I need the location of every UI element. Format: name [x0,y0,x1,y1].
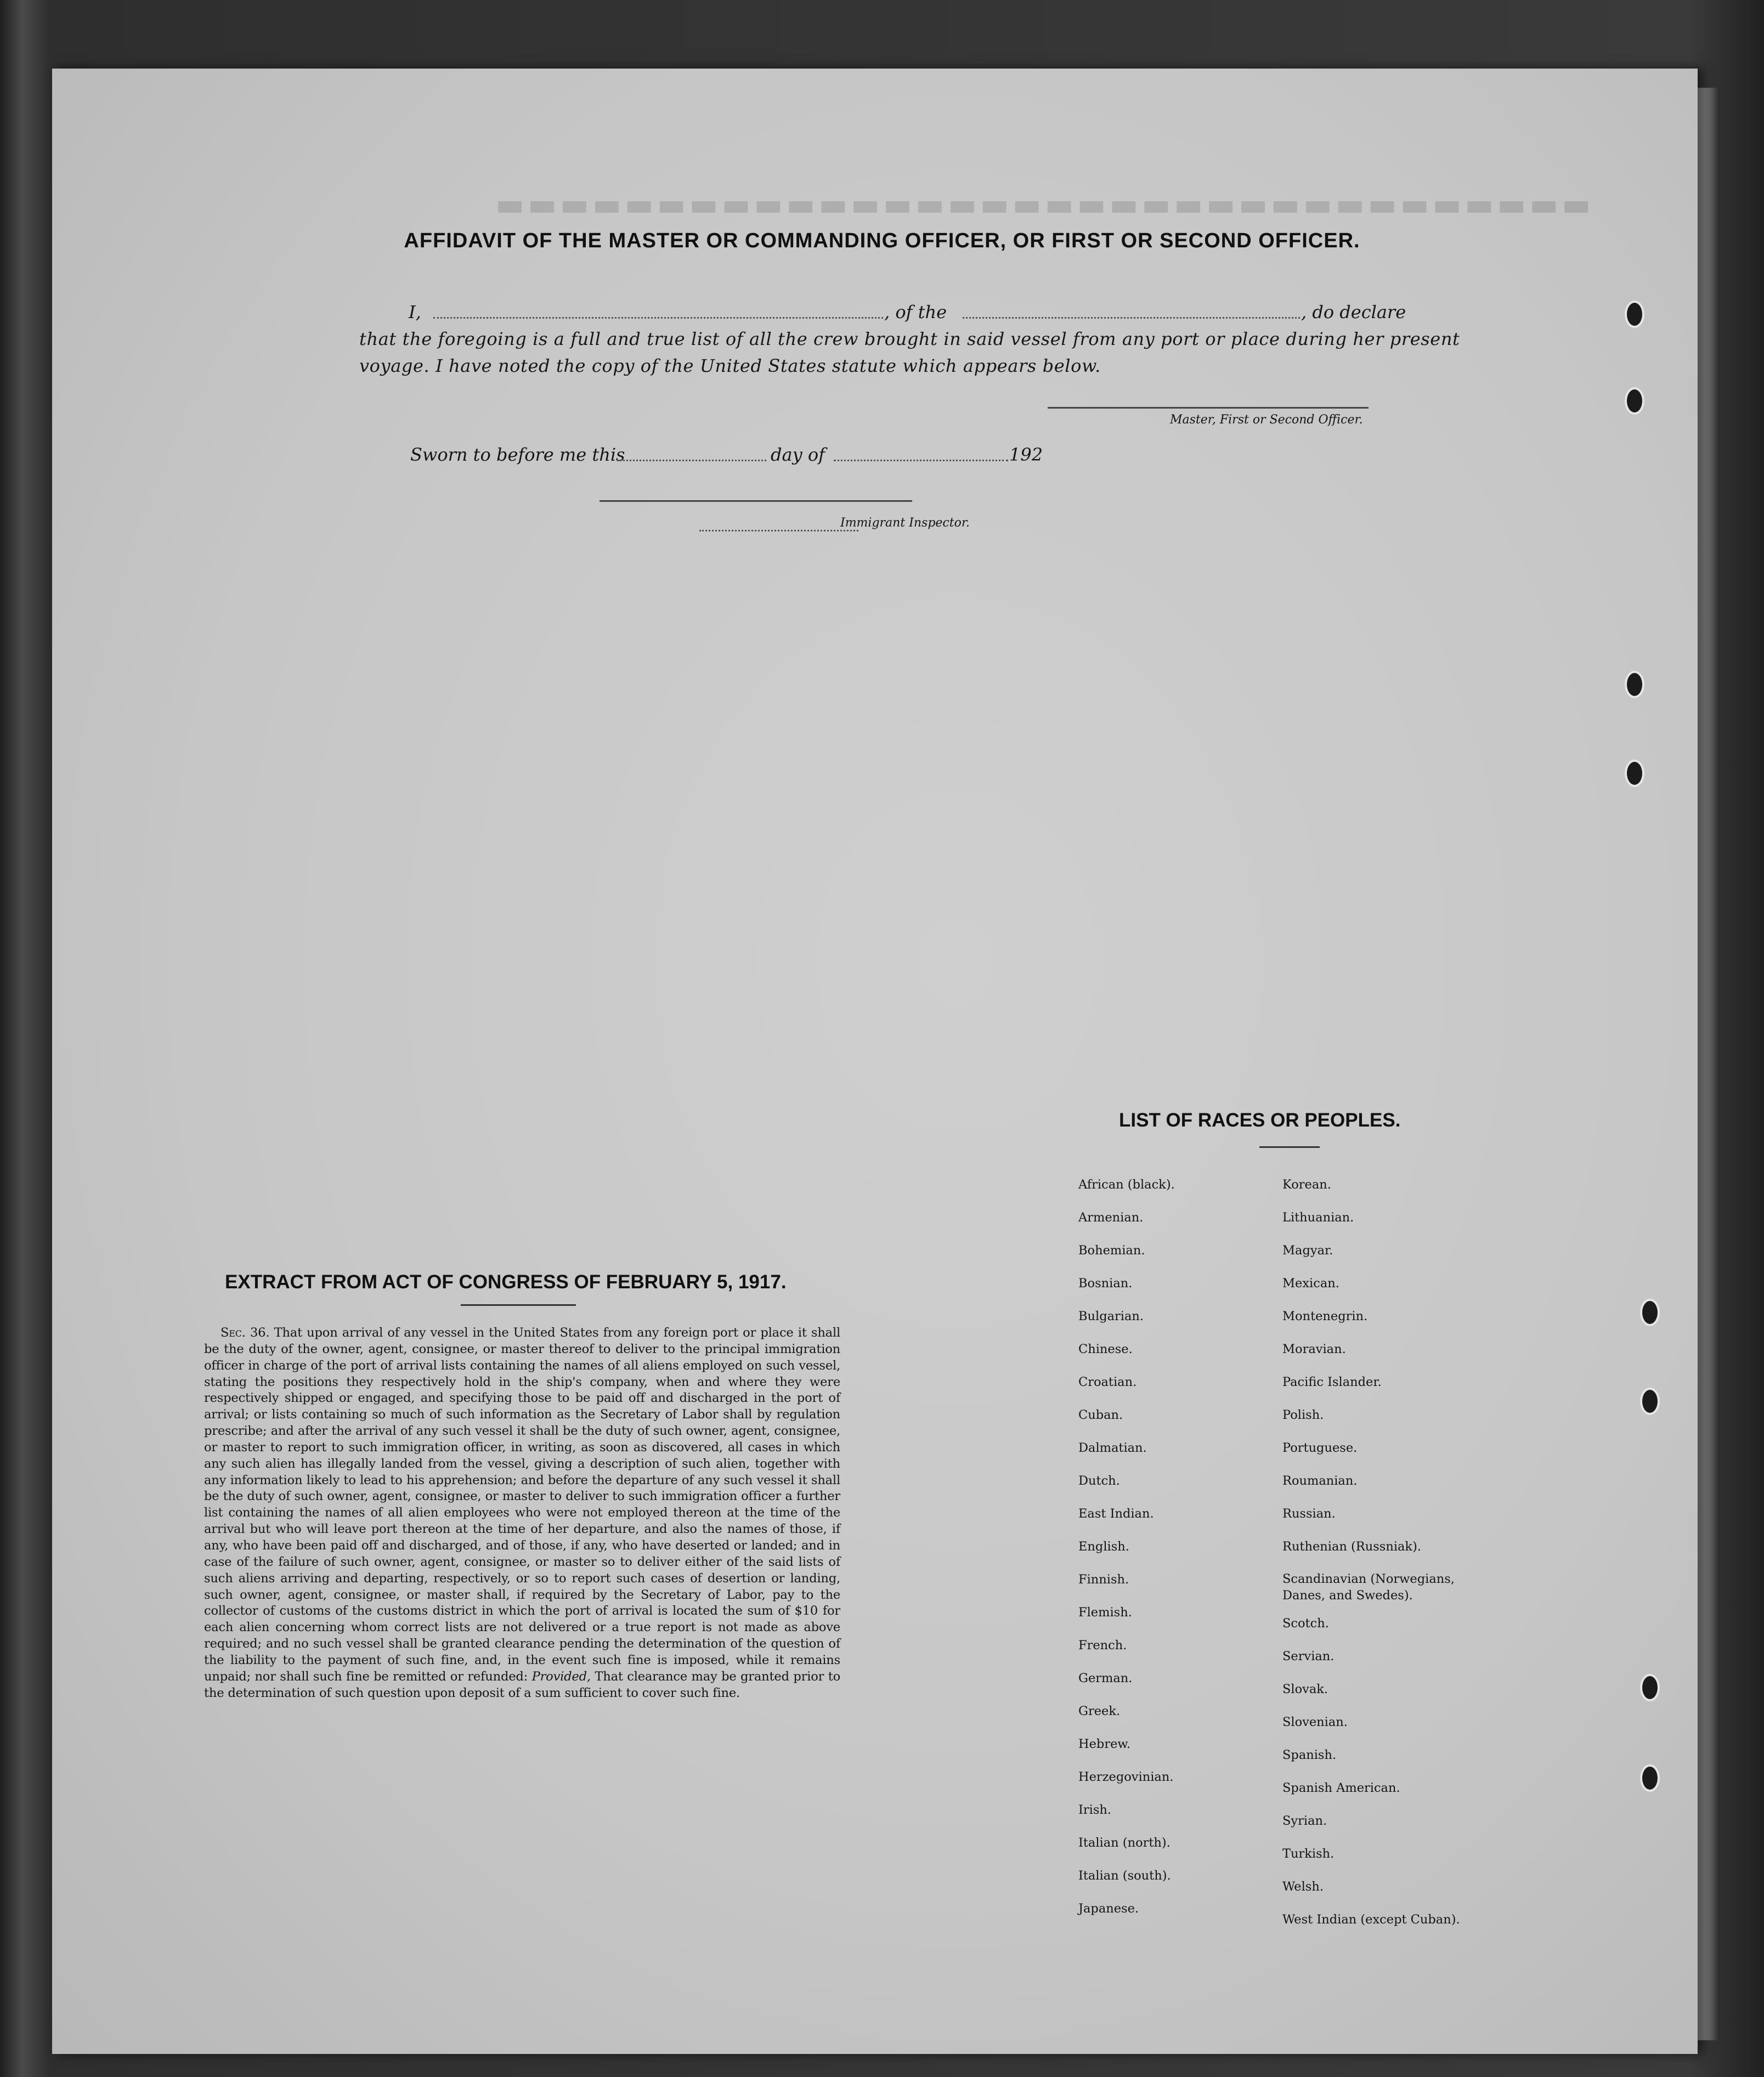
race-list-item: Slovenian. [1282,1715,1348,1729]
inspector-signature-line[interactable] [600,500,912,502]
punch-hole-icon [1625,760,1644,787]
race-list-item: Welsh. [1282,1880,1324,1894]
race-list-item: Scandinavian (Norwegians, Danes, and Swedes). [1282,1572,1455,1603]
affidavit-title: AFFIDAVIT OF THE MASTER OR COMMANDING OFFICER, OR FIRST OR SECOND OFFICER. [404,229,1360,252]
race-list-item: Lithuanian. [1282,1210,1354,1225]
statute-body-end: That clearance may be granted prior to the determination of such question upon deposit of a sum sufficient to cover such fine. [204,1669,841,1700]
races-left-column [1078,1168,1175,1925]
race-list-item: Polish. [1282,1408,1324,1422]
vessel-blank-field[interactable] [963,317,1300,319]
punch-hole-icon [1625,301,1644,328]
race-list-item: Mexican. [1282,1276,1339,1291]
punch-hole-icon [1640,1764,1660,1792]
race-list-item: Scotch. [1282,1616,1329,1631]
race-list-item: Japanese. [1078,1901,1139,1916]
extract-title: EXTRACT FROM ACT OF CONGRESS OF FEBRUARY 5, 1917. [225,1271,787,1293]
sworn-day-field[interactable] [617,460,766,461]
races-title: LIST OF RACES OR PEOPLES. [1119,1110,1401,1131]
race-list-item: Greek. [1078,1704,1121,1718]
race-list-item: Dalmatian. [1078,1441,1147,1455]
race-list-item: Italian (north). [1078,1836,1171,1850]
punch-hole-icon [1640,1388,1660,1415]
affidavit-do-declare: , do declare [1301,302,1406,322]
races-title-rule [1259,1146,1320,1148]
affidavit-of-the: , of the [884,302,947,322]
affidavit-i: I, [409,302,421,322]
punch-hole-icon [1640,1299,1660,1326]
race-list-item: Hebrew. [1078,1737,1131,1751]
race-list-item: Spanish. [1282,1748,1337,1762]
race-list-item: Bulgarian. [1078,1309,1144,1323]
race-list-item: Ruthenian (Russniak). [1282,1540,1421,1554]
bleed-through-shadow: ▬▬▬▬▬▬▬▬▬▬▬▬▬▬▬▬▬▬▬▬▬▬▬▬▬▬▬▬▬▬▬▬▬▬ [492,186,1591,223]
punch-hole-icon [1640,1674,1660,1701]
race-list-item: Moravian. [1282,1342,1346,1356]
race-list-item: West Indian (except Cuban). [1282,1912,1460,1927]
inspector-name-field[interactable] [699,530,858,531]
race-list-item: Russian. [1282,1507,1336,1521]
race-list-item: Spanish American. [1282,1781,1400,1795]
race-list-item: Irish. [1078,1803,1112,1817]
sworn-year: 192 [1009,444,1043,465]
race-list-item: Roumanian. [1282,1474,1358,1488]
race-list-item: German. [1078,1671,1133,1685]
sworn-day-of: day of [771,444,825,465]
master-signature-caption: Master, First or Second Officer. [1170,413,1363,427]
race-list-item: Pacific Islander. [1282,1375,1382,1389]
race-list-item: Korean. [1282,1178,1331,1192]
race-list-item: French. [1078,1638,1127,1652]
punch-hole-icon [1625,387,1644,415]
statute-body: That upon arrival of any vessel in the United States from any foreign port or place it shall be the duty of the owner, agent, consignee, or master thereof to deliver to the principal immigration officer in charge of the port of arrival lists containing the names of all aliens employed on such vessel, stating the positions they respectively hold in the ship's company, when and where they were respectively shipped or engaged, and specifying those to be paid off and discharged in the port of arrival; or lists containing so much of such information as the Secretary of Labor shall by regulation prescribe; and after the arrival of any such vessel it shall be the duty of such owner, agent, consignee, or master to report to such immigration officer, in writing, as soon as discovered, all cases in which any such alien has illegally landed from the vessel, giving a description of such alien, together with any information likely to lead to his apprehension; and before the departure of any such vessel it shall be the duty of such owner, agent, consignee, or master to deliver to such immigration officer a further list containing the names of all alien employees who were not employed thereon at the time of the arrival but who will leave port thereon at the time of her departure, and also the names of those, if any, who have been paid off and discharged, and of those, if any, who have deserted or landed; and in case of the failure of such owner, agent, consignee, or master so to deliver either of the said lists of such aliens arriving and departing, respectively, or so to report such cases of desertion or landing, such owner, agent, consignee, or master shall, if required by the Secretary of Labor, pay to the collector of customs of the customs district in which the port of arrival is located the sum of $10 for each alien concerning whom correct lists are not delivered or a true report is not made as above required; and no such vessel shall be granted clearance pending the determination of the question of the liability to the payment of such fine, and, in the event such fine is imposed, while it remains unpaid; nor shall such fine be remitted or refunded: [204,1326,840,1684]
race-list-item: Dutch. [1078,1474,1120,1488]
race-list-item: Chinese. [1078,1342,1133,1356]
affidavit-line-2: that the foregoing is a full and true list of all the crew brought in said vessel from any port or place during her present [359,329,1460,349]
punch-hole-icon [1625,671,1644,698]
page-edge-shadow [1698,88,1720,2040]
race-list-item: Italian (south). [1078,1869,1171,1883]
extract-title-rule [461,1304,576,1306]
race-list-item: English. [1078,1540,1129,1554]
race-list-item: Croatian. [1078,1375,1137,1389]
name-blank-field[interactable] [433,317,883,319]
race-list-item: Magyar. [1282,1243,1333,1258]
race-list-item: East Indian. [1078,1507,1154,1521]
race-list-item: Syrian. [1282,1814,1327,1828]
section-label: Sec. 36. [220,1326,270,1340]
races-right-column [1282,1168,1463,1936]
proviso-label: Provided, [532,1669,591,1684]
race-list-item: Montenegrin. [1282,1309,1368,1323]
sworn-month-field[interactable] [834,460,1008,461]
race-list-item: Finnish. [1078,1572,1129,1587]
race-list-item: Bosnian. [1078,1276,1133,1291]
race-list-item: Flemish. [1078,1605,1132,1620]
race-list-item: Portuguese. [1282,1441,1358,1455]
race-list-item: Herzegovinian. [1078,1770,1174,1784]
affidavit-line-3: voyage. I have noted the copy of the United States statute which appears below. [359,355,1101,376]
sworn-prefix: Sworn to before me this [410,444,625,465]
race-list-item: Cuban. [1078,1408,1123,1422]
race-list-item: Bohemian. [1078,1243,1145,1258]
race-list-item: African (black). [1078,1178,1175,1192]
inspector-caption: Immigrant Inspector. [840,516,970,530]
statute-text [204,1325,840,1701]
race-list-item: Armenian. [1078,1210,1144,1225]
race-list-item: Turkish. [1282,1847,1335,1861]
master-signature-line[interactable] [1048,407,1369,409]
race-list-item: Servian. [1282,1649,1335,1663]
race-list-item: Slovak. [1282,1682,1328,1696]
